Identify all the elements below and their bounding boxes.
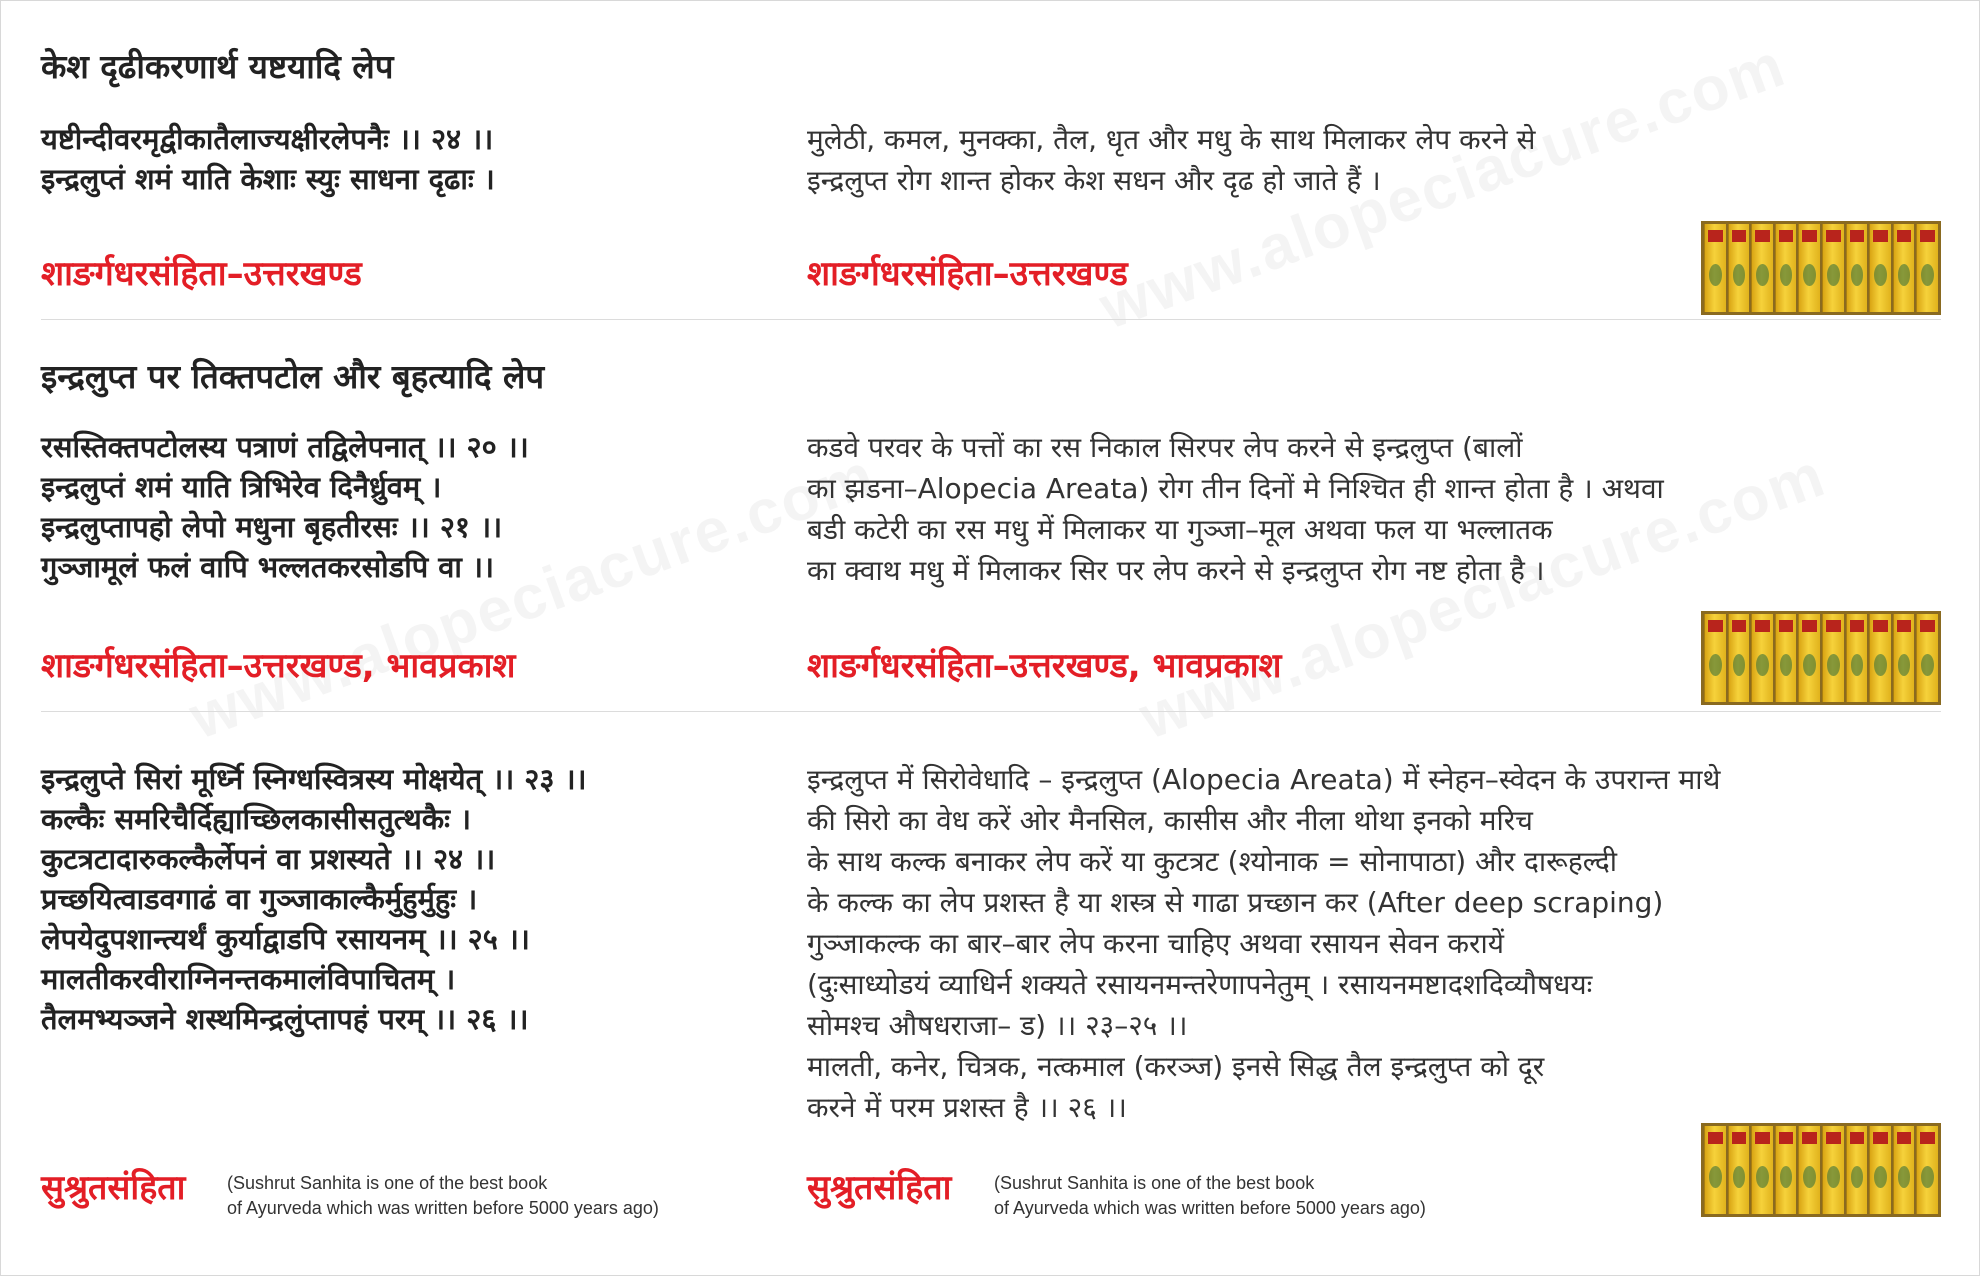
source-title: शाङर्गधरसंहिता–उत्तरखण्ड, भावप्रकाश xyxy=(41,646,516,686)
verse-line: इन्द्रलुप्तं शमं याति त्रिभिरेव दिनैर्ध्रुवम् । xyxy=(41,470,442,504)
translation-line: करने में परम प्रशस्त है ।। २६ ।। xyxy=(807,1091,1127,1124)
verse-line: यष्टीन्दीवरमृद्वीकातैलाज्यक्षीरलेपनैः ।। २४ ।। xyxy=(41,122,494,156)
translation-line: गुञ्जाकल्क का बार–बार लेप करना चाहिए अथवा रसायन सेवन करायें xyxy=(807,927,1504,960)
sanskrit-verse-block xyxy=(41,427,529,587)
verse-line: लेपयेदुपशान्त्यर्थं कुर्याद्वाडपि रसायनम् ।। २५ ।। xyxy=(41,922,530,956)
section-divider xyxy=(41,319,1941,320)
verse-line: गुञ्जामूलं फलं वापि भल्लतकरसोडपि वा ।। xyxy=(41,550,495,584)
note-line: (Sushrut Sanhita is one of the best book xyxy=(227,1173,548,1193)
section-divider xyxy=(41,711,1941,712)
translation-line: बडी कटेरी का रस मधु में मिलाकर या गुञ्जा–मूल अथवा फल या भल्लातक xyxy=(807,513,1553,546)
verse-line: रसस्तिक्तपटोलस्य पत्राणं तद्विलेपनात् ।। २० ।। xyxy=(41,430,529,464)
books-image xyxy=(1701,1123,1941,1217)
note-line: of Ayurveda which was written before 5000 years ago) xyxy=(994,1198,1426,1218)
source-title: सुश्रुतसंहिता xyxy=(807,1168,952,1208)
translation-line: का झडना–Alopecia Areata) रोग तीन दिनों मे निश्चित ही शान्त होता है । अथवा xyxy=(807,472,1664,505)
hindi-translation-block xyxy=(807,759,1720,1128)
note-line: of Ayurveda which was written before 5000 years ago) xyxy=(227,1198,659,1218)
section-heading: केश दृढीकरणार्थ यष्टयादि लेप xyxy=(41,47,394,86)
sanskrit-verse-block xyxy=(41,119,495,199)
verse-line: तैलमभ्यञ्जने शस्थमिन्द्रलुंप्तापहं परम् ।। २६ ।। xyxy=(41,1002,529,1036)
translation-line: इन्द्रलुप्त में सिरोवेधादि – इन्द्रलुप्त (Alopecia Areata) में स्नेहन–स्वेदन के उपरान्त माथे xyxy=(807,763,1721,796)
hindi-translation-block xyxy=(807,119,1535,201)
translation-line: के कल्क का लेप प्रशस्त है या शस्त्र से गाढा प्रच्छान कर (After deep scraping) xyxy=(807,886,1664,919)
verse-line: मालतीकरवीराग्निनन्तकमालंविपाचितम् । xyxy=(41,962,456,996)
translation-line: सोमश्च औषधराजा– ड) ।। २३–२५ ।। xyxy=(807,1009,1188,1042)
verse-line: कुटत्रटादारुकल्कैर्लेपनं वा प्रशस्यते ।। २४ ।। xyxy=(41,842,496,876)
translation-line: इन्द्रलुप्त रोग शान्त होकर केश सधन और दृढ हो जाते हैं । xyxy=(807,164,1381,197)
source-title: शाङर्गधरसंहिता–उत्तरखण्ड xyxy=(807,254,1128,294)
translation-line: मालती, कनेर, चित्रक, नत्कमाल (करञ्ज) इनसे सिद्ध तैल इन्द्रलुप्त को दूर xyxy=(807,1050,1545,1083)
hindi-translation-block xyxy=(807,427,1664,591)
books-image xyxy=(1701,611,1941,705)
verse-line: इन्द्रलुप्तापहो लेपो मधुना बृहतीरसः ।। २१ ।। xyxy=(41,510,503,544)
translation-line: के साथ कल्क बनाकर लेप करें या कुटत्रट (श्योनाक = सोनापाठा) और दारूहल्दी xyxy=(807,845,1617,878)
translation-line: का क्वाथ मधु में मिलाकर सिर पर लेप करने से इन्द्रलुप्त रोग नष्ट होता है । xyxy=(807,554,1545,587)
translation-line: की सिरो का वेध करें ओर मैनसिल, कासीस और नीला थोथा इनको मरिच xyxy=(807,804,1533,837)
source-note xyxy=(994,1171,1426,1221)
note-line: (Sushrut Sanhita is one of the best book xyxy=(994,1173,1315,1193)
source-title: शाङर्गधरसंहिता–उत्तरखण्ड, भावप्रकाश xyxy=(807,646,1282,686)
verse-line: कल्कैः समरिचैर्दिह्याच्छिलकासीसतुत्थकैः । xyxy=(41,802,472,836)
translation-line: कडवे परवर के पत्तों का रस निकाल सिरपर लेप करने से इन्द्रलुप्त (बालों xyxy=(807,431,1523,464)
source-title: शाङर्गधरसंहिता–उत्तरखण्ड xyxy=(41,254,362,294)
verse-line: इन्द्रलुप्तं शमं याति केशाः स्युः साधना दृढाः । xyxy=(41,162,495,196)
sanskrit-verse-block xyxy=(41,759,587,1039)
source-note xyxy=(227,1171,659,1221)
source-title: सुश्रुतसंहिता xyxy=(41,1168,186,1208)
verse-line: प्रच्छयित्वाडवगाढं वा गुञ्जाकाल्कैर्मुहुर्मुहुः । xyxy=(41,882,478,916)
section-heading: इन्द्रलुप्त पर तिक्तपटोल और बृहत्यादि लेप xyxy=(41,357,545,396)
verse-line: इन्द्रलुप्ते सिरां मूर्ध्नि स्निग्धस्वित्रस्य मोक्षयेत् ।। २३ ।। xyxy=(41,762,587,796)
books-image xyxy=(1701,221,1941,315)
translation-line: मुलेठी, कमल, मुनक्का, तैल, धृत और मधु के साथ मिलाकर लेप करने से xyxy=(807,123,1536,156)
translation-line: (दुःसाध्योडयं व्याधिर्न शक्यते रसायनमन्तरेणापनेतुम् । रसायनमष्टादशदिव्यौषधयः xyxy=(807,968,1593,1001)
